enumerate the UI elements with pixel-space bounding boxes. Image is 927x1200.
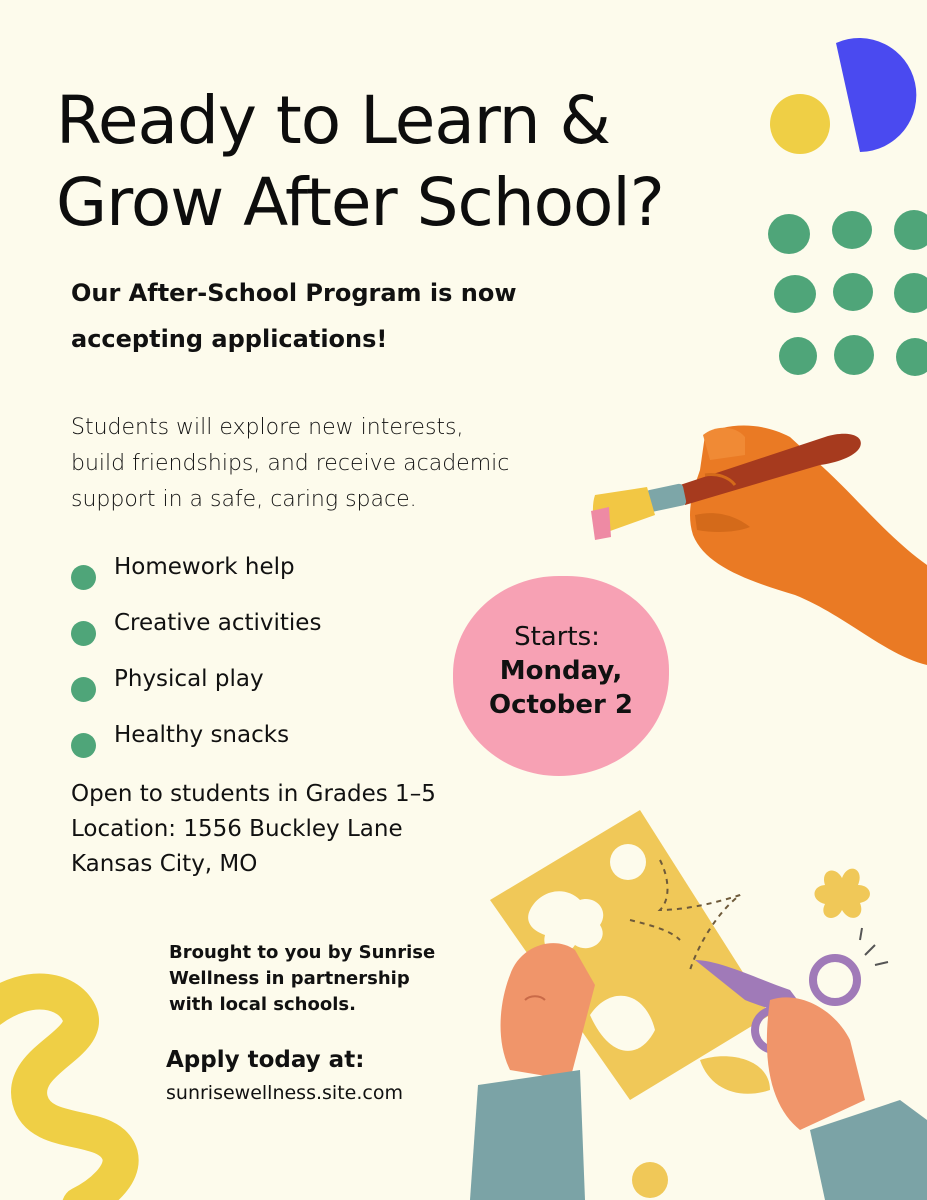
yellow-squiggle [0, 970, 150, 1200]
location-text: Location: 1556 Buckley Lane [71, 816, 403, 842]
apply-label: Apply today at: [166, 1047, 365, 1073]
sponsor-line-1: Brought to you by Sunrise [169, 942, 436, 963]
sponsor-note [169, 940, 449, 1018]
features-list [70, 548, 321, 772]
description-line-3: support in a safe, caring space. [71, 487, 417, 512]
start-date-badge [453, 576, 669, 776]
sponsor-line-2: Wellness in partnership [169, 968, 410, 989]
city-text: Kansas City, MO [71, 851, 258, 877]
feature-label: Physical play [114, 666, 264, 692]
start-label: Starts: [514, 622, 600, 652]
subheadline-line-1: Our After-School Program is now [71, 279, 517, 307]
list-item [70, 716, 321, 772]
feature-label: Creative activities [114, 610, 322, 636]
eligibility-info [71, 777, 436, 882]
blue-half-circle [836, 38, 916, 152]
decorative-shapes [760, 40, 927, 380]
list-item [70, 604, 321, 660]
feature-label: Homework help [114, 554, 295, 580]
sponsor-line-3: with local schools. [169, 994, 356, 1015]
description-line-1: Students will explore new interests, [71, 415, 464, 440]
feature-label: Healthy snacks [114, 722, 290, 748]
subheadline [71, 270, 591, 362]
list-item [70, 548, 321, 604]
bullet-dot-icon [71, 677, 96, 702]
headline-line-1: Ready to Learn & [56, 82, 611, 159]
list-item [70, 660, 321, 716]
subheadline-line-2: accepting applications! [71, 325, 388, 353]
bullet-dot-icon [71, 565, 96, 590]
crafting-hands-illustration [470, 800, 927, 1200]
grades-text: Open to students in Grades 1–5 [71, 781, 436, 807]
bullet-dot-icon [71, 733, 96, 758]
start-date [453, 654, 669, 722]
headline-line-2: Grow After School? [56, 164, 664, 241]
bullet-dot-icon [71, 621, 96, 646]
headline [56, 80, 756, 244]
apply-url[interactable]: sunrisewellness.site.com [166, 1082, 403, 1104]
start-month-day: October 2 [488, 690, 633, 720]
flower-cutout [814, 869, 869, 918]
start-day: Monday, [499, 656, 623, 686]
yellow-circle [770, 94, 830, 154]
description [71, 410, 571, 518]
description-line-2: build friendships, and receive academic [71, 451, 510, 476]
